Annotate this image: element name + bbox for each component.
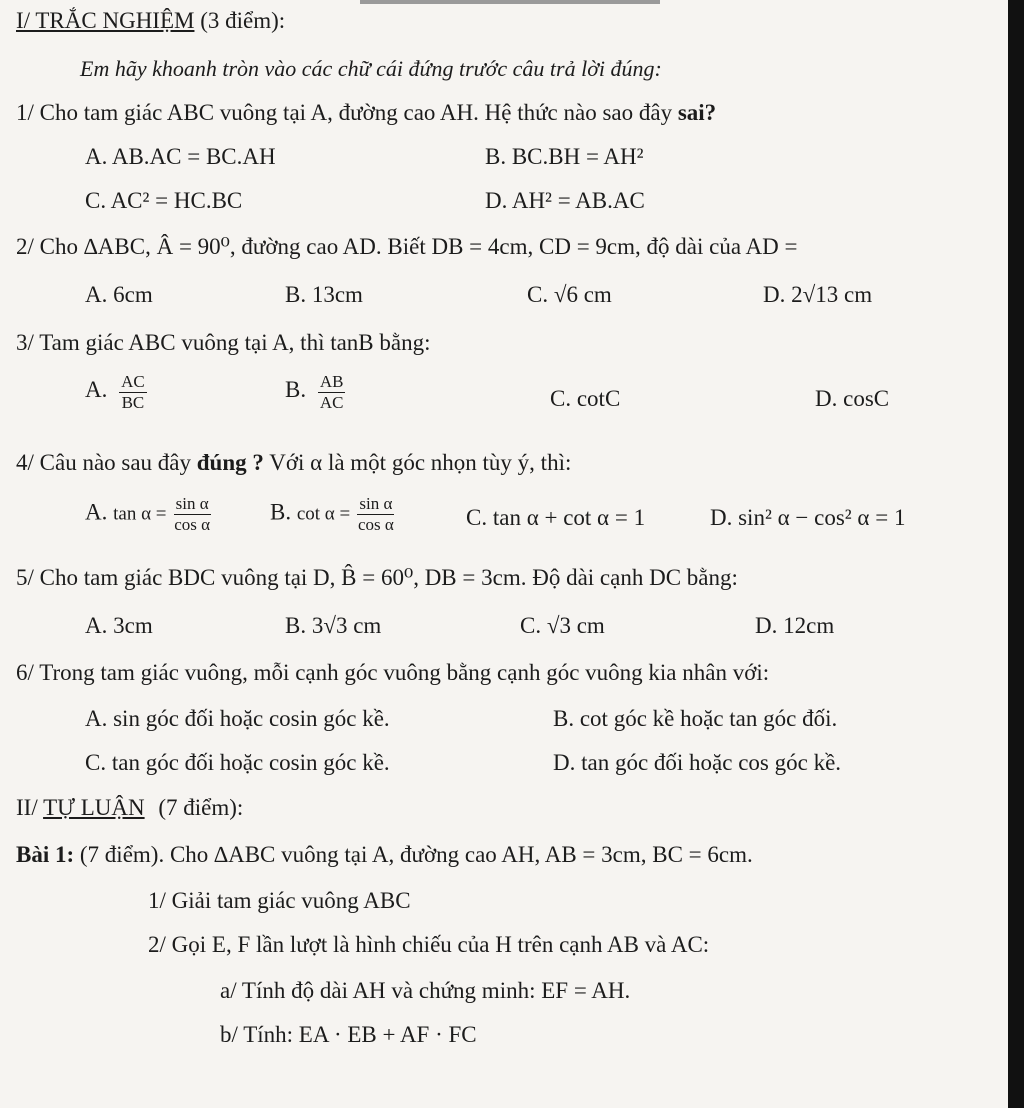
q4-b-fraction [356,494,396,534]
q4-b-lhs: cot α = [296,503,351,525]
part1-points: (3 điểm): [200,8,286,33]
q1-option-c[interactable]: C. AC² = HC.BC [85,188,243,213]
q4-option-d[interactable]: D. sin² α − cos² α = 1 [710,505,906,530]
q3-a-label: A. [85,377,108,403]
q6-stem: 6/ Trong tam giác vuông, mỗi cạnh góc vuông bằng cạnh góc vuông kia nhân với: [16,660,770,685]
q6-option-c[interactable]: C. tan góc đối hoặc cosin góc kề. [85,750,390,775]
bai1-label: Bài 1: [16,842,75,867]
q1-stem [16,100,716,126]
q5-stem: 5/ Cho tam giác BDC vuông tại D, B̂ = 60⁰, DB = 3cm. Độ dài cạnh DC bằng: [16,565,738,590]
part2-prefix: II/ [16,795,38,820]
q4-stem [16,450,571,476]
q1-stem-text: 1/ Cho tam giác ABC vuông tại A, đường cao AH. Hệ thức nào sao đây [16,100,673,125]
q1-option-b[interactable]: B. BC.BH = AH² [485,144,644,169]
q4-b-denominator: cos α [357,514,394,534]
q2-option-b[interactable]: B. 13cm [285,282,363,307]
top-edge-shadow [360,0,660,4]
bai1-part1: 1/ Giải tam giác vuông ABC [148,888,411,913]
q4-a-denominator: cos α [174,514,211,534]
q6-option-b[interactable]: B. cot góc kề hoặc tan góc đối. [553,706,838,731]
part1-instruction: Em hãy khoanh tròn vào các chữ cái đứng trước câu trả lời đúng: [80,56,662,81]
bai1-part2: 2/ Gọi E, F lần lượt là hình chiếu của H trên cạnh AB và AC: [148,932,710,957]
q3-option-b[interactable] [285,372,345,412]
q3-b-fraction [318,372,346,412]
q3-b-label: B. [285,377,307,403]
q4-a-lhs: tan α = [113,503,167,525]
right-dark-edge [1008,0,1024,1108]
q3-a-fraction [119,372,147,412]
q4-b-label: B. [270,499,292,525]
q2-option-d[interactable]: D. 2√13 cm [763,282,873,307]
q4-b-numerator: sin α [359,494,393,513]
q4-stem-post: Với α là một góc nhọn tùy ý, thì: [269,450,572,475]
q5-option-c[interactable]: C. √3 cm [520,613,605,638]
q4-stem-bold: đúng ? [196,450,264,475]
q1-stem-bold: sai? [677,100,717,125]
q1-option-a[interactable]: A. AB.AC = BC.AH [85,144,276,169]
part2-header [16,795,243,821]
q3-b-numerator: AB [319,372,344,391]
q4-option-a[interactable] [85,494,212,534]
q6-option-a[interactable]: A. sin góc đối hoặc cosin góc kề. [85,706,390,731]
q4-a-fraction [172,494,212,534]
q2-stem: 2/ Cho ∆ABC, Â = 90⁰, đường cao AD. Biết DB = 4cm, CD = 9cm, độ dài của AD = [16,234,798,259]
q3-b-denominator: AC [319,392,344,412]
part1-header [16,8,285,34]
part2-title: TỰ LUẬN [43,795,145,820]
q4-a-label: A. [85,499,108,525]
q5-option-a[interactable]: A. 3cm [85,613,153,638]
q3-stem: 3/ Tam giác ABC vuông tại A, thì tanB bằng: [16,330,431,355]
part1-title: I/ TRẮC NGHIỆM [16,8,195,33]
q6-option-d[interactable]: D. tan góc đối hoặc cos góc kề. [553,750,842,775]
q4-option-b[interactable] [270,494,396,534]
q3-option-c[interactable]: C. cotC [550,386,621,411]
q3-option-d[interactable]: D. cosC [815,386,890,411]
bai1-part2a: a/ Tính độ dài AH và chứng minh: EF = AH. [220,978,631,1003]
q3-option-a[interactable] [85,372,147,412]
q4-a-numerator: sin α [175,494,209,513]
q4-option-c[interactable]: C. tan α + cot α = 1 [466,505,646,530]
q4-stem-pre: 4/ Câu nào sau đây [16,450,192,475]
q3-a-numerator: AC [121,372,145,391]
bai1-stem-text: (7 điểm). Cho ∆ABC vuông tại A, đường cao AH, AB = 3cm, BC = 6cm. [79,842,753,867]
q2-option-c[interactable]: C. √6 cm [527,282,612,307]
q5-option-b[interactable]: B. 3√3 cm [285,613,382,638]
q2-option-a[interactable]: A. 6cm [85,282,153,307]
bai1-part2b: b/ Tính: EA · EB + AF · FC [220,1022,477,1047]
part2-points: (7 điểm): [158,795,244,820]
q5-option-d[interactable]: D. 12cm [755,613,835,638]
bai1-stem [16,842,753,868]
q3-a-denominator: BC [121,392,145,412]
q1-option-d[interactable]: D. AH² = AB.AC [485,188,645,213]
